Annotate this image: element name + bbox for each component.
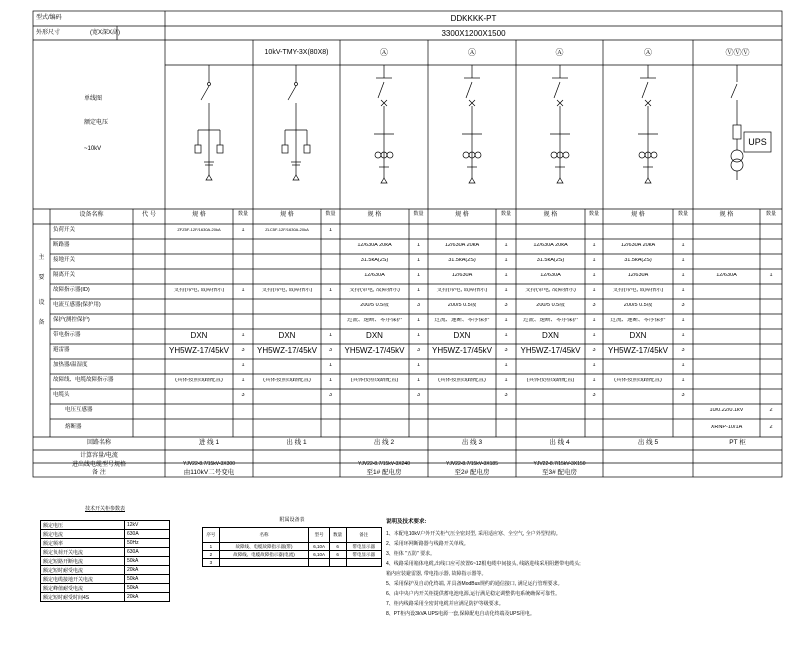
note-item: 箱内应装避雷器, 带电指示器, 故障指示器等。 <box>386 570 487 577</box>
param-value: 630A <box>125 548 170 557</box>
note-item: 4、线路采用箱体电缆,出线口应可放置6~12根电缆中间接头, 线路进线采用阻燃带电缆头; <box>386 560 581 567</box>
size-label: 外形尺寸 <box>36 30 61 36</box>
circuit-info-value: 至3# 配电房 <box>541 469 578 476</box>
equipment-cell: 3 <box>328 348 333 353</box>
equipment-cell: 1 <box>592 288 596 293</box>
equipment-cell: 过流、速断、零序保护 <box>346 318 402 323</box>
equipment-cell: YH5WZ-17/45kV <box>520 347 581 355</box>
schematic-col-2 <box>282 65 310 180</box>
equipment-cell: 3 <box>681 348 685 353</box>
equipment-cell: 1 <box>592 258 596 263</box>
param-row <box>41 575 170 584</box>
param-table <box>40 507 170 602</box>
accessory-cell <box>329 559 346 567</box>
equipment-name: 熔断器 <box>65 424 82 430</box>
circuit-info-value: 进 线 1 <box>198 439 220 446</box>
equipment-name: 避雷器 <box>53 347 70 353</box>
schematic-group <box>195 65 771 183</box>
param-row <box>41 548 170 557</box>
param-row <box>41 584 170 593</box>
schematic-col-3 <box>374 65 394 183</box>
equipment-name: 加热器/温湿度 <box>53 362 88 368</box>
equipment-cell: 1 <box>681 273 685 278</box>
equipment-cell: 12/630A <box>716 273 737 278</box>
note-item: 5、采用保护及自动化终端, 并具备ModBus规约的通信接口, 满足运行管理要求。 <box>386 580 563 587</box>
equipment-cell: 1 <box>328 288 333 293</box>
equipment-cell: DXN <box>542 332 559 340</box>
col-qty-header: 数量 <box>237 211 248 217</box>
equipment-cell: 1 <box>681 258 685 263</box>
circuit-info-value: YJV22-8.7/15kV-3X185 <box>446 461 498 467</box>
param-row <box>41 530 170 539</box>
equipment-cell: 3 <box>504 348 508 353</box>
accessory-cell <box>346 559 381 567</box>
col-spec-header: 规 格 <box>367 212 382 218</box>
note-item: 8、PT柜内设3kVA UPS电源一套,保障配电自动化终端及UPS用电。 <box>386 610 535 617</box>
equipment-cell: 31.5kA(2S) <box>624 258 652 263</box>
equipment-cell: 3 <box>328 393 333 398</box>
param-value: 50kA <box>125 557 170 566</box>
equipment-cell: 200/5 0.5级 <box>447 303 477 308</box>
accessory-header: 数量 <box>329 528 346 543</box>
equipment-cell: (具体按照线路配置) <box>350 378 399 383</box>
equipment-cell: DXN <box>190 332 208 340</box>
size-unit: (宽X深X高) <box>90 30 121 36</box>
accessory-table-title: 附属设备表 <box>279 517 305 523</box>
type-label: 型式/编码 <box>36 15 62 21</box>
equipment-name: 断路器 <box>53 242 70 248</box>
equipment-cell: 3 <box>592 348 596 353</box>
phase-mark-4: Ⓐ <box>468 48 476 57</box>
equipment-name: 电压互感器 <box>65 407 93 413</box>
equipment-cell: 3 <box>592 303 596 308</box>
equipment-cell: 12/630A 20kA <box>533 243 568 248</box>
accessory-cell: 带电显示器 <box>346 543 381 551</box>
equipment-cell: 12/630A 20kA <box>620 243 656 248</box>
accessory-table <box>202 517 382 567</box>
schematic-col-5 <box>550 65 570 183</box>
equipment-cell: 3 <box>241 348 245 353</box>
param-name: 额定峰值耐受电流 <box>41 584 125 593</box>
group-label: 设 <box>38 300 45 306</box>
col-code-header: 代 号 <box>142 212 156 218</box>
col-spec-header: 规 格 <box>455 212 469 218</box>
accessory-cell: 6 <box>329 543 346 551</box>
equipment-cell: 12/630A <box>451 273 473 278</box>
equipment-cell: 支持(带电, 故障指示) <box>525 288 576 293</box>
note-item: 1、本配电10kV户外开关柜气压全密封型, 采用适应寒、全空气, 全户外型结构。 <box>386 530 561 537</box>
circuit-info-value: 由110kV二号变电 <box>183 469 235 476</box>
circuit-info-value: PT 柜 <box>729 439 746 446</box>
schematic-col-pt <box>731 65 771 180</box>
equipment-name: 故障指示器(ID) <box>53 287 90 293</box>
accessory-row <box>203 551 382 559</box>
accessory-cell <box>309 559 330 567</box>
equipment-cell: 200/5 0.5级 <box>360 303 389 308</box>
equipment-name: 保护(测控保护) <box>53 317 90 323</box>
schematic-col-4 <box>462 65 482 183</box>
phase-mark-6: Ⓐ <box>644 48 652 57</box>
equipment-name: 接地开关 <box>53 257 76 263</box>
param-row <box>41 566 170 575</box>
equipment-cell: 3 <box>592 393 596 398</box>
col-qty-header: 数量 <box>500 211 511 217</box>
accessory-cell: 故障线、电缆故障指示器(电流) <box>219 551 309 559</box>
equipment-cell: 1 <box>416 258 421 263</box>
param-name: 额定负荷开关电流 <box>41 548 125 557</box>
equipment-cell: 1 <box>504 333 508 338</box>
accessory-cell <box>219 559 309 567</box>
equipment-cell: 1 <box>592 363 596 368</box>
equipment-name: 电流互感器(保护用) <box>53 302 101 308</box>
param-name: 额定电缆接地开关电流 <box>41 575 125 584</box>
equipment-cell: 1 <box>416 318 421 323</box>
equipment-cell: 1 <box>769 273 773 278</box>
equipment-cell: YH5WZ-17/45kV <box>168 347 230 355</box>
equipment-cell: 10/0.22/0.1kV <box>709 408 744 413</box>
equipment-cell: ZFZ5F-12F/1630A-20kA <box>177 228 221 232</box>
equipment-cell: 1 <box>681 363 685 368</box>
equipment-cell: 1 <box>504 273 508 278</box>
param-value: 50kA <box>125 584 170 593</box>
equipment-cell: 1 <box>504 318 508 323</box>
param-name: 额定短路开断电流 <box>41 557 125 566</box>
equipment-cell: 12/630A <box>364 273 385 278</box>
circuit-info-value: YJV22-8.7/15kV-3X300 <box>183 461 235 467</box>
param-row <box>41 539 170 548</box>
equipment-cell: DXN <box>278 332 296 340</box>
note-item: 7、柜内线路采用全密封电缆并应满足防护等级要求。 <box>386 600 504 607</box>
equipment-cell: 31.5kA(2S) <box>448 258 476 263</box>
col-spec-header: 规 格 <box>280 212 294 218</box>
equipment-cell: 1 <box>681 333 685 338</box>
rated-voltage-value: ~10kV <box>84 146 102 152</box>
accessory-cell: 带电显示器 <box>346 551 381 559</box>
param-value: 12kV <box>125 521 170 530</box>
equipment-cell: DXN <box>629 332 647 340</box>
equipment-cell: 1 <box>681 378 685 383</box>
equipment-cell: 3 <box>416 348 421 353</box>
equipment-name: 带电指示器 <box>53 332 81 338</box>
equipment-cell: 12/630A 20kA <box>357 243 392 248</box>
equipment-cell: 1 <box>241 288 245 293</box>
equipment-cell: 1 <box>592 243 596 248</box>
equipment-cell: 1 <box>328 363 333 368</box>
col-name-header: 设备名称 <box>79 212 104 218</box>
circuit-info-value: 至1# 配电房 <box>366 469 402 476</box>
equipment-cell: 1 <box>416 288 421 293</box>
circuit-info-value: 出 线 3 <box>461 439 483 446</box>
equipment-name: 负荷开关 <box>53 227 76 233</box>
accessory-cell: 2 <box>203 551 220 559</box>
col-qty-header: 数量 <box>765 211 776 217</box>
col-spec-header: 规 格 <box>719 212 734 218</box>
equipment-cell: 过流、速断、零序保护 <box>434 318 490 323</box>
param-name: 额定电压 <box>41 521 125 530</box>
equipment-cell: 1 <box>416 273 421 278</box>
circuit-info-value: 出 线 2 <box>373 439 395 446</box>
rated-voltage-label: 额定电压 <box>84 120 109 126</box>
notes-title: 说明及技术要求: <box>386 519 427 525</box>
equipment-cell: 支持(带电, 故障指示) <box>173 288 225 293</box>
equipment-cell: (具体按照线路配置) <box>438 378 486 383</box>
equipment-cell: YH5WZ-17/45kV <box>607 347 669 355</box>
accessory-header: 型号 <box>309 528 330 543</box>
equipment-cell: 31.5kA(2S) <box>360 258 389 263</box>
equipment-cell: 1 <box>416 378 421 383</box>
equipment-cell: 12/630A <box>540 273 561 278</box>
equipment-cell: (具体按照线路配置) <box>614 378 662 383</box>
equipment-cell: (具体按照线路配置) <box>526 378 575 383</box>
equipment-cell: 1 <box>681 318 685 323</box>
equipment-cell: 12/630A <box>627 273 649 278</box>
equipment-cell: 1 <box>241 228 245 233</box>
equipment-cell: 1 <box>416 363 421 368</box>
note-item: 2、采用环网断路器与线路开关单线。 <box>386 540 469 547</box>
equipment-cell: (具体按照线路配置) <box>263 378 311 383</box>
param-name: 额定短时耐受时间4S <box>41 593 125 602</box>
note-item: 6、由中央户内开关柜提供蓄电池电源,运行满足稳定调整供电系统确保可靠性。 <box>386 590 561 597</box>
group-label: 要 <box>38 275 45 281</box>
equipment-cell: 1 <box>241 363 245 368</box>
circuit-info-label: 备 注 <box>92 470 106 476</box>
accessory-header: 名称 <box>219 528 309 543</box>
equipment-cell: 1 <box>504 378 508 383</box>
notes-block <box>386 520 796 619</box>
param-value: 50Hz <box>125 539 170 548</box>
equipment-cell: 1 <box>504 258 508 263</box>
accessory-row <box>203 543 382 551</box>
size-value: 3300X1200X1500 <box>441 29 506 38</box>
equipment-cell: 1 <box>592 333 596 338</box>
equipment-cell: 1 <box>592 318 596 323</box>
equipment-cell: DXN <box>453 332 471 340</box>
equipment-cell: 1 <box>328 333 333 338</box>
equipment-cell: 3 <box>416 393 421 398</box>
param-value: 50kA <box>125 575 170 584</box>
equipment-cell: YH5WZ-17/45kV <box>431 347 493 355</box>
equipment-cell: 1 <box>416 243 421 248</box>
circuit-info-value: 出 线 5 <box>637 439 659 446</box>
type-value: DDKKKK-PT <box>450 14 497 23</box>
equipment-cell: 1 <box>592 378 596 383</box>
equipment-cell: 支持(带电, 故障指示) <box>349 288 400 293</box>
accessory-cell: 故障线、电缆故障指示器(带) <box>219 543 309 551</box>
equipment-cell: 支持(带电, 故障指示) <box>612 288 664 293</box>
circuit-info-label: 进出线电缆型号规格 <box>71 462 126 468</box>
equipment-cell: 2 <box>769 408 773 413</box>
single-line-label: 单线图 <box>84 96 103 102</box>
param-value: 20kA <box>125 593 170 602</box>
equipment-cell: 2 <box>769 425 773 430</box>
equipment-cell: 1 <box>241 333 245 338</box>
param-row <box>41 557 170 566</box>
equipment-cell: 1 <box>681 288 685 293</box>
circuit-info-label: 回路名称 <box>86 440 111 446</box>
equipment-cell: DXN <box>366 332 383 340</box>
param-name: 额定频率 <box>41 539 125 548</box>
equipment-cell: 31.5kA(2S) <box>536 258 565 263</box>
param-value: 20kA <box>125 566 170 575</box>
equipment-name: 隔离开关 <box>53 272 76 278</box>
equipment-cell: 支持(带电, 故障指示) <box>436 288 488 293</box>
group-label: 备 <box>38 320 45 326</box>
accessory-cell: 6,10A <box>309 551 330 559</box>
accessory-cell: 3 <box>203 559 220 567</box>
accessory-header: 备注 <box>346 528 381 543</box>
equipment-cell: 3 <box>504 393 508 398</box>
param-name: 额定电流 <box>41 530 125 539</box>
param-table-title: 技术开关柜参数表 <box>84 506 125 512</box>
circuit-info-value: 出 线 4 <box>549 439 570 446</box>
equipment-cell: 3 <box>241 393 245 398</box>
col-spec-header: 规 格 <box>631 212 645 218</box>
col-spec-header: 规 格 <box>543 212 558 218</box>
equipment-cell: 1 <box>328 228 333 233</box>
phase-mark-5: Ⓐ <box>555 48 564 57</box>
accessory-row <box>203 559 382 567</box>
circuit-info-label: 计算容量/电流 <box>80 453 118 459</box>
accessory-header: 序号 <box>203 528 220 543</box>
col-qty-header: 数量 <box>325 211 336 217</box>
param-name: 额定短时耐受电流 <box>41 566 125 575</box>
equipment-cell: 1 <box>681 243 685 248</box>
circuit-info-value: 出 线 1 <box>286 439 307 446</box>
param-row <box>41 593 170 602</box>
equipment-cell: YH5WZ-17/45kV <box>256 347 318 355</box>
equipment-cell: 1 <box>416 333 421 338</box>
busbar-label: 10kV-TMY-3X(80X8) <box>264 49 329 56</box>
param-row <box>41 521 170 530</box>
equipment-cell: 1 <box>592 273 596 278</box>
note-item: 3、柜体 "五防" 要求。 <box>386 550 436 557</box>
schematic-col-1 <box>195 65 223 180</box>
equipment-cell: 12/630A 20kA <box>444 243 480 248</box>
equipment-cell: 3 <box>504 303 508 308</box>
equipment-name: 故障线、电缆故障指示器 <box>53 377 114 383</box>
equipment-cell: 3 <box>681 393 685 398</box>
phase-mark-3: Ⓐ <box>380 48 388 57</box>
equipment-cell: 1 <box>328 378 333 383</box>
equipment-cell: 1 <box>504 363 508 368</box>
param-value: 630A <box>125 530 170 539</box>
schematic-col-6 <box>638 65 658 183</box>
col-spec-header: 规 格 <box>192 212 206 218</box>
equipment-cell: XRNP-10/1A <box>710 425 743 430</box>
equipment-cell: 1 <box>504 243 508 248</box>
group-label: 主 <box>38 255 45 261</box>
equipment-cell: (具体按照线路配置) <box>175 378 223 383</box>
equipment-cell: ZLC5F-12F/1630A-20kA <box>265 228 309 232</box>
phase-mark-pt: ⓋⓋⓋ <box>725 48 750 57</box>
equipment-cell: 3 <box>416 303 421 308</box>
equipment-cell: 200/5 0.5级 <box>623 303 653 308</box>
equipment-cell: 过流、速断、零序保护 <box>610 318 666 323</box>
equipment-cell: 200/5 0.5级 <box>536 303 565 308</box>
equipment-name: 电缆头 <box>53 392 70 398</box>
col-qty-header: 数量 <box>588 211 599 217</box>
equipment-cell: 1 <box>504 288 508 293</box>
equipment-cell: 3 <box>681 303 685 308</box>
circuit-info-value: YJV22-8.7/15kV-3X240 <box>358 461 410 467</box>
circuit-info-value: 至2# 配电房 <box>454 469 490 476</box>
col-qty-header: 数量 <box>677 211 688 217</box>
col-qty-header: 数量 <box>413 211 424 217</box>
accessory-cell: 6,10A <box>309 543 330 551</box>
circuit-info-value: YJV22-8.7/15kV-3X150 <box>533 461 586 467</box>
equipment-cell: 支持(带电, 故障指示) <box>261 288 313 293</box>
equipment-cell: 1 <box>241 378 245 383</box>
ups-label: UPS <box>748 137 767 147</box>
accessory-cell: 1 <box>203 543 220 551</box>
equipment-cell: 过流、速断、零序保护 <box>522 318 578 323</box>
accessory-cell: 6 <box>329 551 346 559</box>
equipment-cell: YH5WZ-17/45kV <box>344 347 405 355</box>
